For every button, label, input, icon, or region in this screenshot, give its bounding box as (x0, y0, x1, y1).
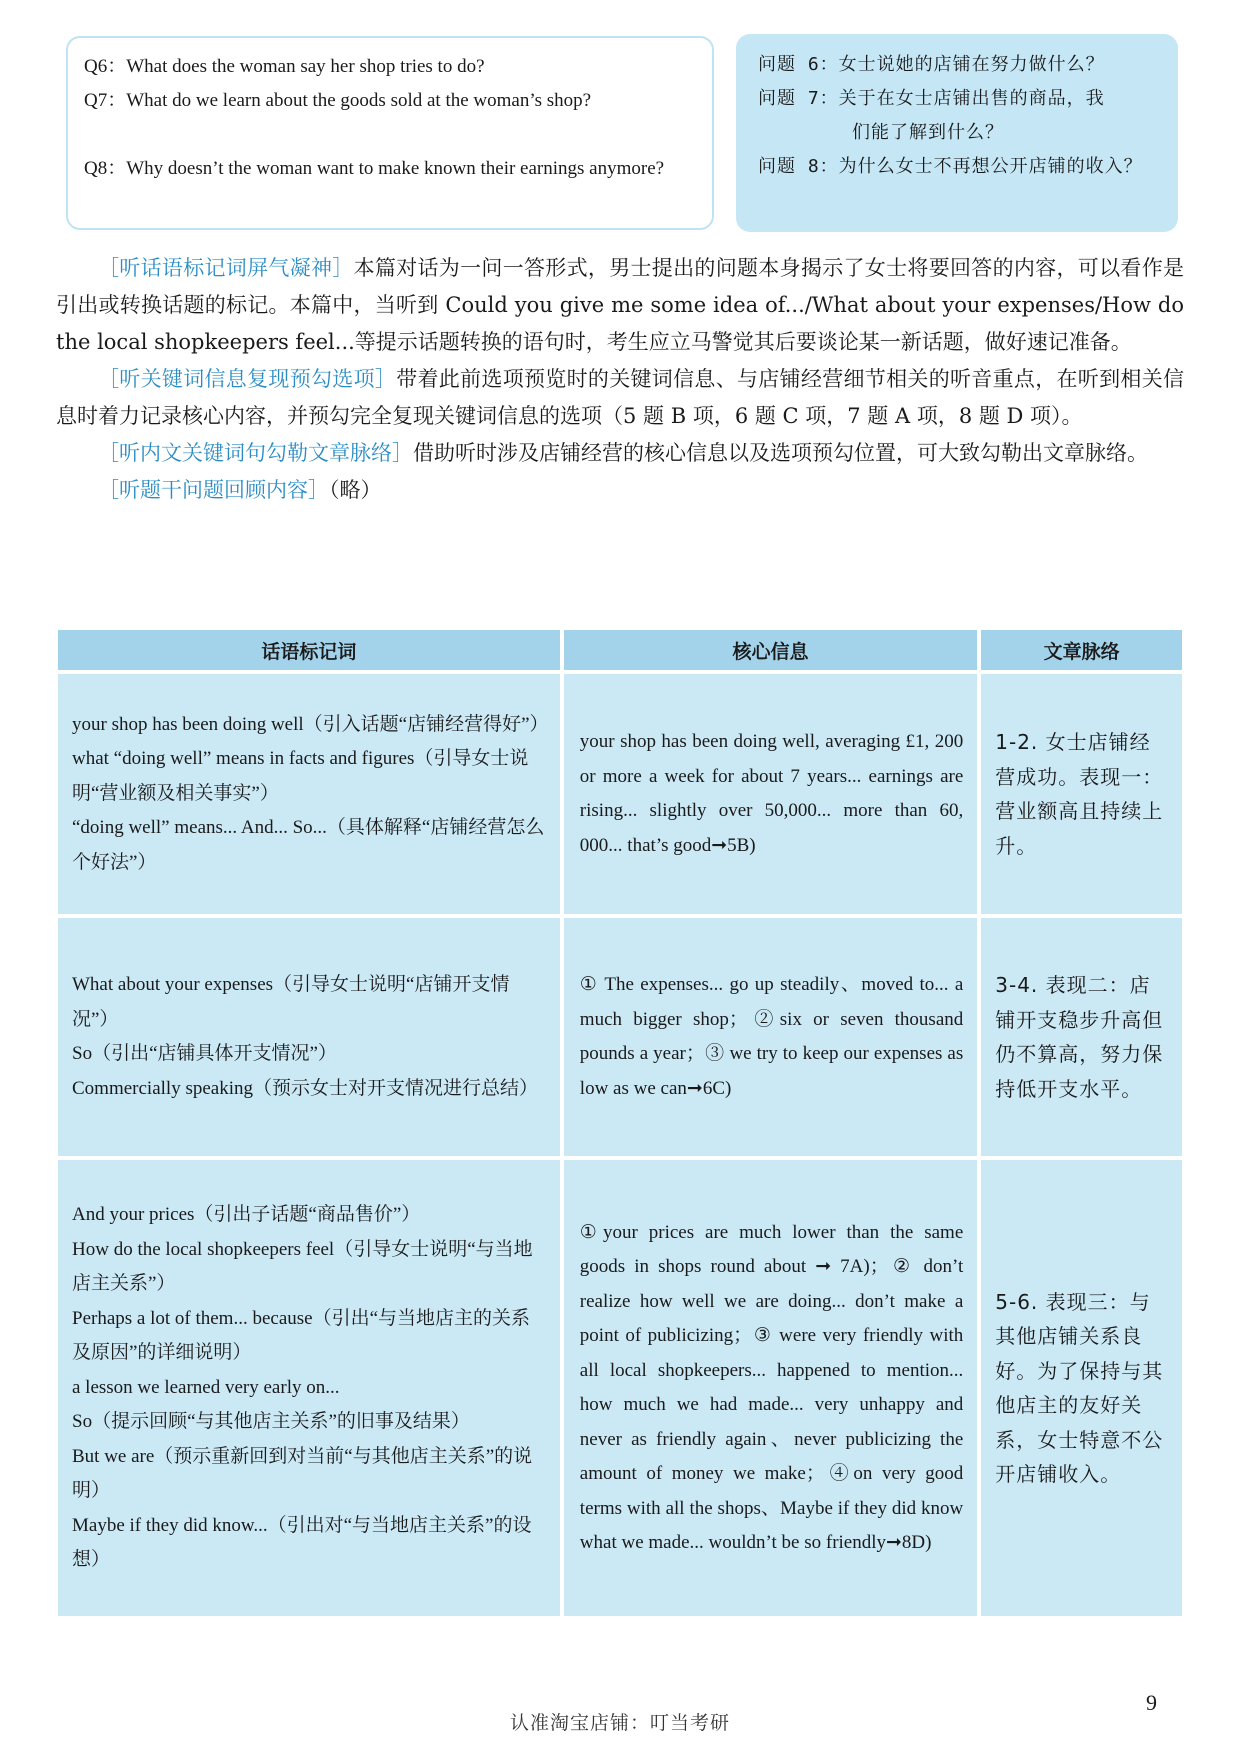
chinese-questions-box (736, 34, 1178, 232)
markers-cell: And your prices（引出子话题“商品售价”） How do the local shopkeepers feel（引导女士说明“与当地店主关系”） Perhaps a lot of them... because（引出“与当地店主的关系及原因”的详细说明） a lesson we learned very early on... So（提示回顾“与其他店主关系”的旧事及结果） But we are（预示重新回到对当前“与其他店主关系”的说明） Maybe if they did know...（引出对“与当地店主关系”的设想） (58, 1160, 560, 1620)
question-7-zh-line1: 问题 7：关于在女士店铺出售的商品，我 (758, 88, 1105, 109)
header-outline: 文章脉络 (981, 630, 1182, 674)
paragraph-tag: ［听关键词信息复现预勾选项］ (98, 367, 397, 391)
question-7-en: Q7： What do we learn about the goods sold at the woman’s shop? (84, 90, 592, 111)
english-questions-box (66, 36, 714, 230)
outline-cell: 3-4. 表现二：店铺开支稳步升高但仍不算高，努力保持低开支水平。 (981, 918, 1182, 1160)
table-row (58, 1160, 1182, 1620)
paragraph-discourse-markers: ［听话语标记词屏气凝神］本篇对话为一问一答形式，男士提出的问题本身揭示了女士将要回答的内容，可以看作是引出或转换话题的标记。本篇中，当听到 Could you give me some idea of.../What about your expenses/How do the local shopkeepers feel...等提示话题转换的语句时，考生应立马警觉其后要谈论某一新话题，做好速记准备。 (56, 256, 1185, 354)
analysis-paragraphs (56, 250, 1184, 509)
table-header-row (58, 630, 1182, 674)
core-info-cell: ① The expenses... go up steadily、moved to... a much bigger shop；②six or seven thousand pounds a year；③ we try to keep our expenses as low as we can➞6C) (564, 918, 977, 1160)
outline-cell: 5-6. 表现三：与其他店铺关系良好。为了保持与其他店主的友好关系，女士特意不公开店铺收入。 (981, 1160, 1182, 1620)
paragraph-outline: ［听内文关键词句勾勒文章脉络］借助听时涉及店铺经营的核心信息以及选项预勾位置，可大致勾勒出文章脉络。 (98, 441, 1148, 465)
paragraph-tag: ［听内文关键词句勾勒文章脉络］ (98, 441, 413, 465)
core-info-cell: ①your prices are much lower than the same goods in shops round about ➞ 7A)；② don’t realize how well we are doing... don’t make a point of publicizing；③ were very friendly with all local shopkeepers... happened to mention... how much we had made... very unhappy and never as friendly again、never publicizing the amount of money we make；④on very good terms with all the shops、Maybe if they did know what we made... wouldn’t be so friendly➞8D) (564, 1160, 977, 1620)
table-row (58, 918, 1182, 1160)
header-markers: 话语标记词 (58, 630, 560, 674)
paragraph-keywords: ［听关键词信息复现预勾选项］带着此前选项预览时的关键词信息、与店铺经营细节相关的听音重点，在听到相关信息时着力记录核心内容，并预勾完全复现关键词信息的选项（5 题 B 项，6 题 C 项，7 题 A 项，8 题 D 项）。 (56, 367, 1184, 428)
markers-cell: What about your expenses（引导女士说明“店铺开支情况”） So（引出“店铺具体开支情况”） Commercially speaking（预示女士对开支情况进行总结） (58, 918, 560, 1160)
outline-cell: 1-2. 女士店铺经营成功。表现一：营业额高且持续上升。 (981, 674, 1182, 918)
paragraph-review: ［听题干问题回顾内容］（略） (98, 478, 382, 502)
table-row (58, 674, 1182, 918)
footer-watermark: 认准淘宝店铺：叮当考研 (509, 1712, 730, 1734)
question-6-zh: 问题 6：女士说她的店铺在努力做什么？ (758, 54, 1105, 75)
question-8-zh: 问题 8：为什么女士不再想公开店铺的收入？ (758, 156, 1143, 177)
paragraph-tag: ［听题干问题回顾内容］ (98, 478, 329, 502)
question-8-en: Q8： Why doesn’t the woman want to make known their earnings anymore? (84, 158, 665, 179)
question-6-en: Q6： What does the woman say her shop tries to do? (84, 56, 485, 77)
markers-cell: your shop has been doing well（引入话题“店铺经营得好”） what “doing well” means in facts and figures（引导女士说明“营业额及相关事实”） “doing well” means... And... So...（具体解释“店铺经营怎么个好法”） (58, 674, 560, 918)
paragraph-tag: ［听话语标记词屏气凝神］ (98, 256, 354, 280)
analysis-table (54, 630, 1186, 1620)
question-7-zh-line2: 们能了解到什么？ (852, 122, 1004, 143)
core-info-cell: your shop has been doing well, averaging £1, 200 or more a week for about 7 years... earnings are rising... slightly over 50,000... more than 60, 000... that’s good➞5B) (564, 674, 977, 918)
page-number: 9 (1146, 1690, 1157, 1715)
header-core-info: 核心信息 (564, 630, 977, 674)
